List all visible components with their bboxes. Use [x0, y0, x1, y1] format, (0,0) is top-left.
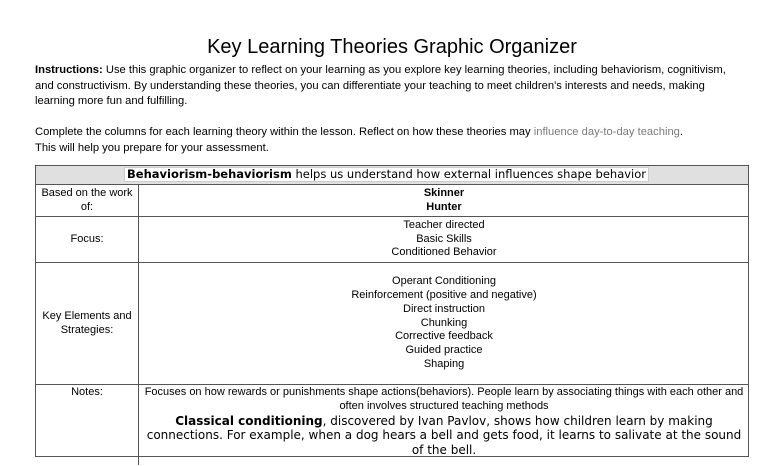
value-line: Chunking: [420, 316, 468, 329]
value-line: Conditioned Behavior: [391, 246, 497, 259]
value-line: Teacher directed: [403, 218, 485, 231]
instructions-text: Use this graphic organizer to reflect on your learning as you explore key learning theories, including behaviorism, cognitivism, and constructivism. By understanding these theories, you can differentiate your teaching to meet children's interests and needs, making learning more fun and fulfilling.: [35, 64, 726, 107]
value-line: Shaping: [423, 357, 465, 370]
table-row: [36, 384, 748, 464]
table-row: [36, 262, 748, 384]
row-value: [140, 217, 748, 262]
prompt-line2: This will help you prepare for your assessment.: [35, 141, 269, 154]
prompt-accent-text: influence day-to-day teaching: [533, 126, 680, 138]
row-value: [140, 185, 748, 216]
table-header-row: [36, 166, 748, 184]
value-line: Basic Skills: [416, 232, 472, 245]
prompt-text: Complete the columns for each learning theory within the lesson. Reflect on how these theories may: [35, 126, 534, 138]
table-row: [36, 216, 748, 262]
theory-table: [35, 165, 749, 457]
value-line: Operant Conditioning: [392, 275, 496, 288]
table-header-rest: helps us understand how external influences shape behavior: [291, 167, 647, 181]
row-label: Notes:: [36, 385, 139, 465]
value-line: Skinner: [423, 186, 465, 199]
prompt-paragraph: [35, 125, 745, 156]
value-line: Guided practice: [405, 344, 483, 357]
value-line: Reinforcement (positive and negative): [351, 289, 537, 301]
instructions-label: Instructions:: [35, 64, 103, 76]
row-value: [140, 263, 748, 384]
cc-text: , discovered by Ivan Pavlov, shows how children learn by making connections. For example, when a dog hears a bell and gets food, it learns to salivate at the sound of the bell.: [146, 413, 742, 457]
cc-bold: Classical conditioning: [175, 413, 323, 428]
row-value: [140, 385, 748, 466]
instructions-paragraph: [35, 63, 745, 110]
page-title: Key Learning Theories Graphic Organizer: [207, 36, 577, 58]
prompt-end: .: [679, 126, 683, 138]
table-header: [124, 167, 649, 182]
classical-conditioning-note: [142, 414, 747, 458]
value-line: Direct instruction: [403, 302, 485, 315]
row-label: Focus:: [36, 217, 139, 262]
table-row: [36, 184, 748, 216]
row-label: Based on the work of:: [36, 185, 139, 216]
notes-text: Focuses on how rewards or punishments shape actions(behaviors). People learn by associating things with each other and often involves structured teaching methods: [144, 386, 744, 412]
table-header-bold: Behaviorism-behaviorism: [127, 167, 292, 181]
row-label: Key Elements and Strategies:: [36, 263, 139, 384]
value-line: Hunter: [426, 200, 462, 213]
value-line: Corrective feedback: [395, 330, 493, 343]
